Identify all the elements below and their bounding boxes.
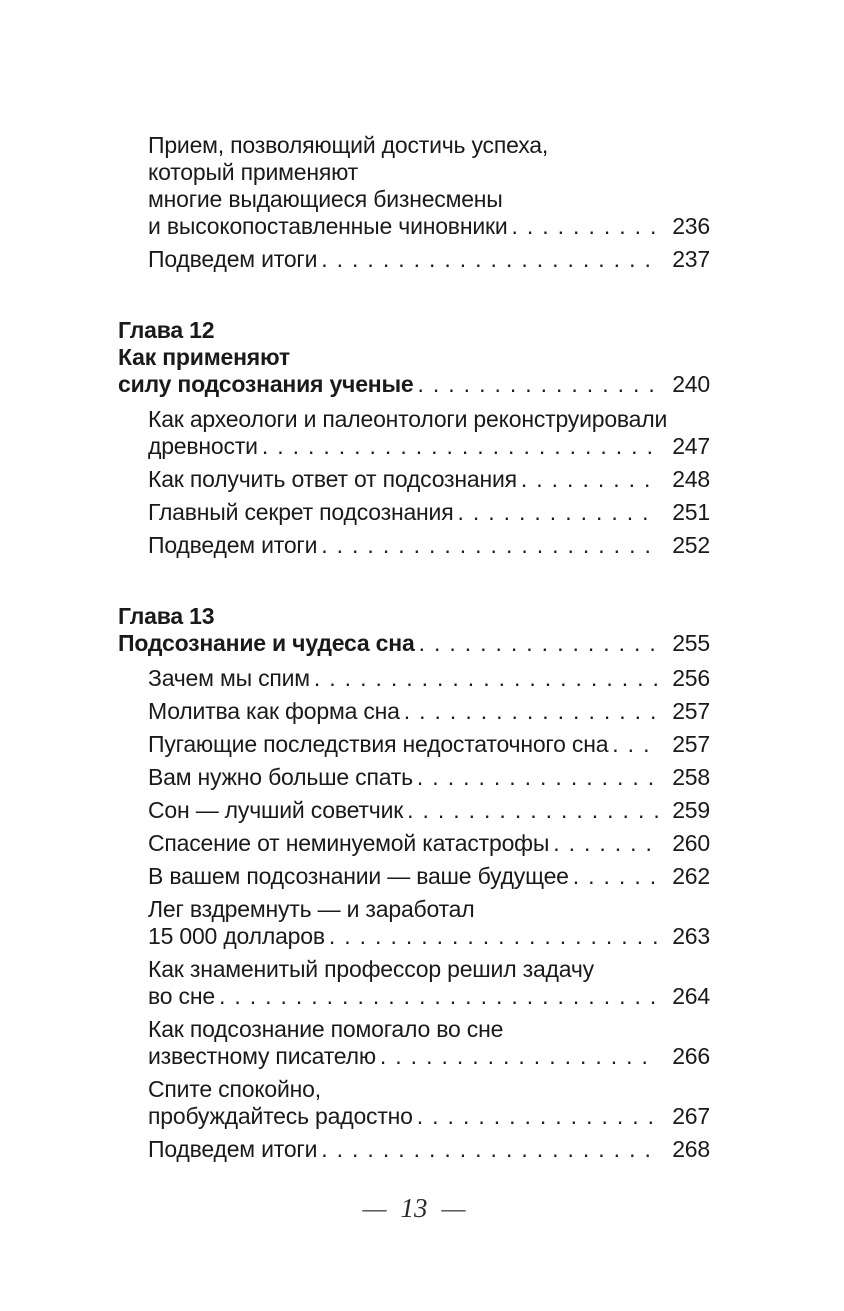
toc-page-number: 248: [672, 466, 710, 492]
dot-leader: [553, 830, 659, 857]
toc-row: [148, 764, 710, 791]
toc-page-number: 255: [672, 630, 710, 656]
toc-entry-title: Как получить ответ от подсознания: [148, 466, 517, 492]
dot-leader: [418, 371, 659, 398]
toc-entry-title: Прием, позволяющий достичь успеха,: [148, 132, 549, 158]
dot-leader: [380, 1043, 659, 1070]
toc-row: [148, 956, 710, 983]
chapter-heading: [118, 603, 710, 657]
toc-page-number: 252: [672, 532, 710, 558]
toc-entry: [148, 1136, 710, 1163]
dot-leader: [417, 1103, 659, 1130]
toc-page-number: 266: [672, 1043, 710, 1069]
toc-entry: [148, 956, 710, 1010]
toc-row: [148, 863, 710, 890]
toc-section: [118, 603, 710, 1163]
dot-leader: [314, 665, 659, 692]
toc-page-number: 257: [672, 731, 710, 757]
toc-entry-title: Лег вздремнуть — и заработал: [148, 896, 475, 922]
toc-entry-title: Спите спокойно,: [148, 1076, 321, 1102]
toc-entry-title: Главный секрет подсознания: [148, 499, 454, 525]
chapter-title-line: силу подсознания ученые: [118, 371, 414, 397]
toc-row: [118, 630, 710, 657]
toc-row: [148, 983, 710, 1010]
chapter-title-line: Глава 13: [118, 603, 215, 629]
dot-leader: [457, 499, 659, 526]
dot-leader: [262, 433, 659, 460]
toc-row: [148, 1103, 710, 1130]
toc-entry: [148, 863, 710, 890]
toc-row: [148, 499, 710, 526]
toc-row: [148, 1076, 710, 1103]
toc-page-number: 251: [672, 499, 710, 525]
chapter-title-line: Глава 12: [118, 317, 215, 343]
toc-row: [118, 344, 710, 371]
toc-page-number: 260: [672, 830, 710, 856]
toc-entry-title: во сне: [148, 983, 215, 1009]
toc-entry: [148, 665, 710, 692]
chapter-heading: [118, 317, 710, 398]
footer-page-number: 13: [400, 1193, 428, 1223]
toc-row: [148, 665, 710, 692]
toc-row: [118, 371, 710, 398]
toc-entry-title: Молитва как форма сна: [148, 698, 400, 724]
toc-row: [148, 406, 710, 433]
toc-row: [148, 433, 710, 460]
toc-row: [148, 466, 710, 493]
dot-leader: [407, 797, 659, 824]
toc-entry: [148, 246, 710, 273]
toc-row: [148, 1136, 710, 1163]
dot-leader: [329, 923, 659, 950]
toc-section: [118, 317, 710, 559]
toc-entry-title: Вам нужно больше спать: [148, 764, 413, 790]
toc-page-number: 237: [672, 246, 710, 272]
toc-row: [148, 923, 710, 950]
toc-row: [148, 896, 710, 923]
toc-page-number: 267: [672, 1103, 710, 1129]
toc-row: [148, 186, 710, 213]
toc-row: [148, 532, 710, 559]
toc-page-number: 247: [672, 433, 710, 459]
toc-entry-title: известному писателю: [148, 1043, 376, 1069]
toc-entry-title: пробуждайтесь радостно: [148, 1103, 413, 1129]
toc-entry: [148, 406, 710, 460]
toc-section: [118, 132, 710, 273]
toc-entry-title: Подведем итоги: [148, 532, 318, 558]
toc-page-number: 263: [672, 923, 710, 949]
dot-leader: [321, 246, 659, 273]
toc-entry-title: многие выдающиеся бизнесмены: [148, 186, 503, 212]
toc-entry-title: Как подсознание помогало во сне: [148, 1016, 504, 1042]
dot-leader: [321, 1136, 659, 1163]
toc-row: [148, 246, 710, 273]
toc-entry-title: Зачем мы спим: [148, 665, 310, 691]
toc-row: [148, 1016, 710, 1043]
toc-row: [148, 797, 710, 824]
toc-entry-title: Как знаменитый профессор решил задачу: [148, 956, 594, 982]
toc-entry-title: 15 000 долларов: [148, 923, 325, 949]
toc-page-number: 264: [672, 983, 710, 1009]
table-of-contents: [118, 132, 710, 1163]
toc-entry: [148, 896, 710, 950]
dot-leader: [321, 532, 659, 559]
toc-entry-title: Сон — лучший советчик: [148, 797, 404, 823]
toc-entry: [148, 1016, 710, 1070]
toc-row: [148, 213, 710, 240]
toc-row: [118, 603, 710, 630]
toc-row: [148, 731, 710, 758]
dot-leader: [417, 764, 659, 791]
toc-entry-title: Спасение от неминуемой катастрофы: [148, 830, 550, 856]
toc-page-number: 268: [672, 1136, 710, 1162]
dot-leader: [419, 630, 659, 657]
toc-page-number: 258: [672, 764, 710, 790]
toc-page-number: 236: [672, 213, 710, 239]
toc-entry: [148, 698, 710, 725]
toc-entry: [148, 764, 710, 791]
toc-entry: [148, 830, 710, 857]
toc-entry-title: который применяют: [148, 159, 358, 185]
toc-entry: [148, 499, 710, 526]
toc-entry-title: Пугающие последствия недостаточного сна: [148, 731, 609, 757]
page-footer: [118, 1193, 710, 1224]
chapter-title-line: Как применяют: [118, 344, 290, 370]
toc-row: [148, 132, 710, 159]
toc-entry-title: Подведем итоги: [148, 1136, 318, 1162]
footer-dash-right: —: [441, 1193, 466, 1223]
dot-leader: [521, 466, 659, 493]
toc-page-number: 259: [672, 797, 710, 823]
dot-leader: [404, 698, 659, 725]
toc-entry-title: Подведем итоги: [148, 246, 318, 272]
toc-entry-title: и высокопоставленные чиновники: [148, 213, 508, 239]
toc-row: [148, 1043, 710, 1070]
toc-entry: [148, 797, 710, 824]
chapter-title-line: Подсознание и чудеса сна: [118, 630, 415, 656]
dot-leader: [219, 983, 659, 1010]
toc-page-number: 262: [672, 863, 710, 889]
dot-leader: [512, 213, 660, 240]
toc-entry: [148, 731, 710, 758]
toc-entry-title: Как археологи и палеонтологи реконструировали: [148, 406, 668, 432]
toc-row: [118, 317, 710, 344]
toc-page-number: 257: [672, 698, 710, 724]
toc-entry-title: древности: [148, 433, 258, 459]
dot-leader: [612, 731, 659, 758]
footer-dash-left: —: [362, 1193, 387, 1223]
toc-entry: [148, 532, 710, 559]
toc-page-number: 256: [672, 665, 710, 691]
toc-page-number: 240: [672, 371, 710, 397]
toc-row: [148, 159, 710, 186]
toc-entry-title: В вашем подсознании — ваше будущее: [148, 863, 569, 889]
dot-leader: [573, 863, 659, 890]
toc-row: [148, 830, 710, 857]
toc-entry: [148, 466, 710, 493]
toc-row: [148, 698, 710, 725]
toc-entry: [148, 1076, 710, 1130]
toc-entry: [148, 132, 710, 240]
